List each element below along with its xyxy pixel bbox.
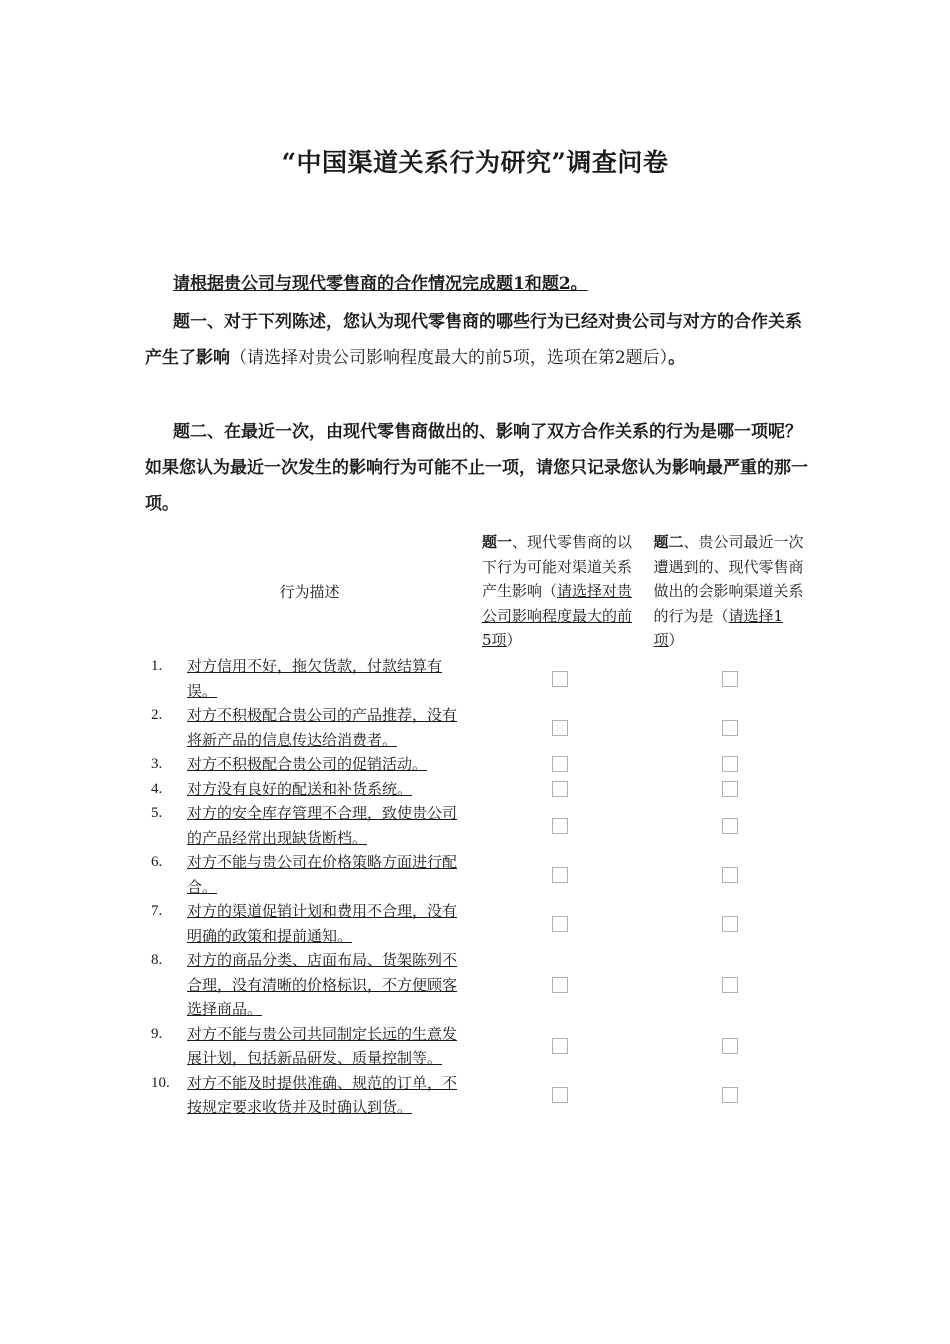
table-row: [145, 1022, 815, 1071]
row-number: 9.: [151, 1025, 163, 1042]
question-1-note: （请选择对贵公司影响程度最大的前5项，选项在第2题后）: [230, 348, 669, 368]
header-q2-underlined: 请选择1项: [653, 606, 784, 649]
q2-checkbox[interactable]: [722, 1038, 738, 1054]
q1-checkbox[interactable]: [552, 1038, 568, 1054]
q2-checkbox[interactable]: [722, 977, 738, 993]
row-description: 对方的商品分类、店面布局、货架陈列不合理，没有清晰的价格标识，不方便顾客选择商品。: [187, 951, 458, 1018]
q2-checkbox[interactable]: [722, 818, 738, 834]
header-q2-bold: 题二: [653, 533, 684, 551]
header-question-2: [643, 530, 815, 654]
intro-instruction: 请根据贵公司与现代零售商的合作情况完成题1和题2。: [173, 274, 588, 294]
row-number: 7.: [151, 903, 163, 919]
q1-checkbox[interactable]: [552, 916, 568, 932]
header-question-1: [474, 530, 644, 654]
q2-checkbox[interactable]: [722, 781, 738, 797]
q1-checkbox[interactable]: [552, 756, 568, 772]
q1-checkbox[interactable]: [552, 867, 568, 883]
table-row: [145, 752, 815, 777]
row-number: 8.: [151, 952, 163, 968]
row-description: 对方不能与贵公司在价格策略方面进行配合。: [187, 853, 458, 896]
header-description: 行为描述: [279, 582, 340, 601]
page-title: “中国渠道关系行为研究”调查问卷: [281, 148, 669, 177]
table-row: [145, 899, 815, 948]
q2-checkbox[interactable]: [722, 720, 738, 736]
q2-checkbox[interactable]: [722, 671, 738, 687]
q1-checkbox[interactable]: [552, 818, 568, 834]
row-description: 对方不积极配合贵公司的促销活动。: [187, 755, 428, 773]
row-description: 对方不能及时提供准确、规范的订单，不按规定要求收货并及时确认到货。: [187, 1073, 458, 1116]
row-number: 5.: [151, 805, 163, 821]
header-q1-text: 、现代零售商的以下行为可能对渠道关系产生影响（: [481, 533, 633, 600]
header-q2-end: ）: [668, 631, 684, 649]
row-description: 对方的安全库存管理不合理，致使贵公司的产品经常出现缺货断档。: [187, 804, 458, 847]
q1-checkbox[interactable]: [552, 1087, 568, 1103]
q1-checkbox[interactable]: [552, 671, 568, 687]
row-description: 对方没有良好的配送和补货系统。: [187, 779, 413, 798]
row-description: 对方信用不好，拖欠货款，付款结算有误。: [187, 657, 443, 700]
q1-checkbox[interactable]: [552, 781, 568, 797]
row-number: 4.: [151, 780, 163, 797]
header-q1-underlined: 请选择对贵公司影响程度最大的前5项: [481, 582, 633, 649]
row-number: 6.: [151, 854, 163, 870]
table-row: [145, 948, 815, 1022]
table-row: [145, 654, 815, 703]
question-1-tail: 。: [668, 348, 686, 368]
table-row: [145, 703, 815, 752]
header-q1-end: ）: [506, 631, 522, 649]
q2-checkbox[interactable]: [722, 756, 738, 772]
table-row: [145, 850, 815, 899]
q1-checkbox[interactable]: [552, 720, 568, 736]
question-2: 题二、在最近一次，由现代零售商做出的、影响了双方合作关系的行为是哪一项呢？如果您认为最近一次发生的影响行为可能不止一项，请您只记录您认为影响最严重的那一项。: [145, 422, 808, 514]
row-number: 10.: [151, 1074, 170, 1091]
row-number: 2.: [151, 707, 163, 723]
row-number: 3.: [151, 756, 163, 772]
row-description: 对方不能与贵公司共同制定长远的生意发展计划，包括新品研发、质量控制等。: [187, 1024, 458, 1067]
q2-checkbox[interactable]: [722, 916, 738, 932]
question-1: [145, 304, 810, 376]
header-q1-bold: 题一: [481, 533, 512, 551]
q2-checkbox[interactable]: [722, 867, 738, 883]
table-row: [145, 777, 815, 802]
table-header: [145, 530, 815, 654]
row-description: 对方不积极配合贵公司的产品推荐，没有将新产品的信息传达给消费者。: [187, 706, 458, 749]
row-number: 1.: [151, 658, 163, 674]
q2-checkbox[interactable]: [722, 1087, 738, 1103]
table-row: [145, 1071, 815, 1120]
q1-checkbox[interactable]: [552, 977, 568, 993]
behavior-table: [145, 530, 815, 1120]
question-1-bold: 题一、对于下列陈述，您认为现代零售商的哪些行为已经对贵公司与对方的合作关系产生了影响: [145, 312, 802, 368]
row-description: 对方的渠道促销计划和费用不合理，没有明确的政策和提前通知。: [187, 902, 458, 945]
table-row: [145, 801, 815, 850]
header-q2-text: 、贵公司最近一次遭遇到的、现代零售商做出的会影响渠道关系的行为是（: [653, 533, 804, 625]
